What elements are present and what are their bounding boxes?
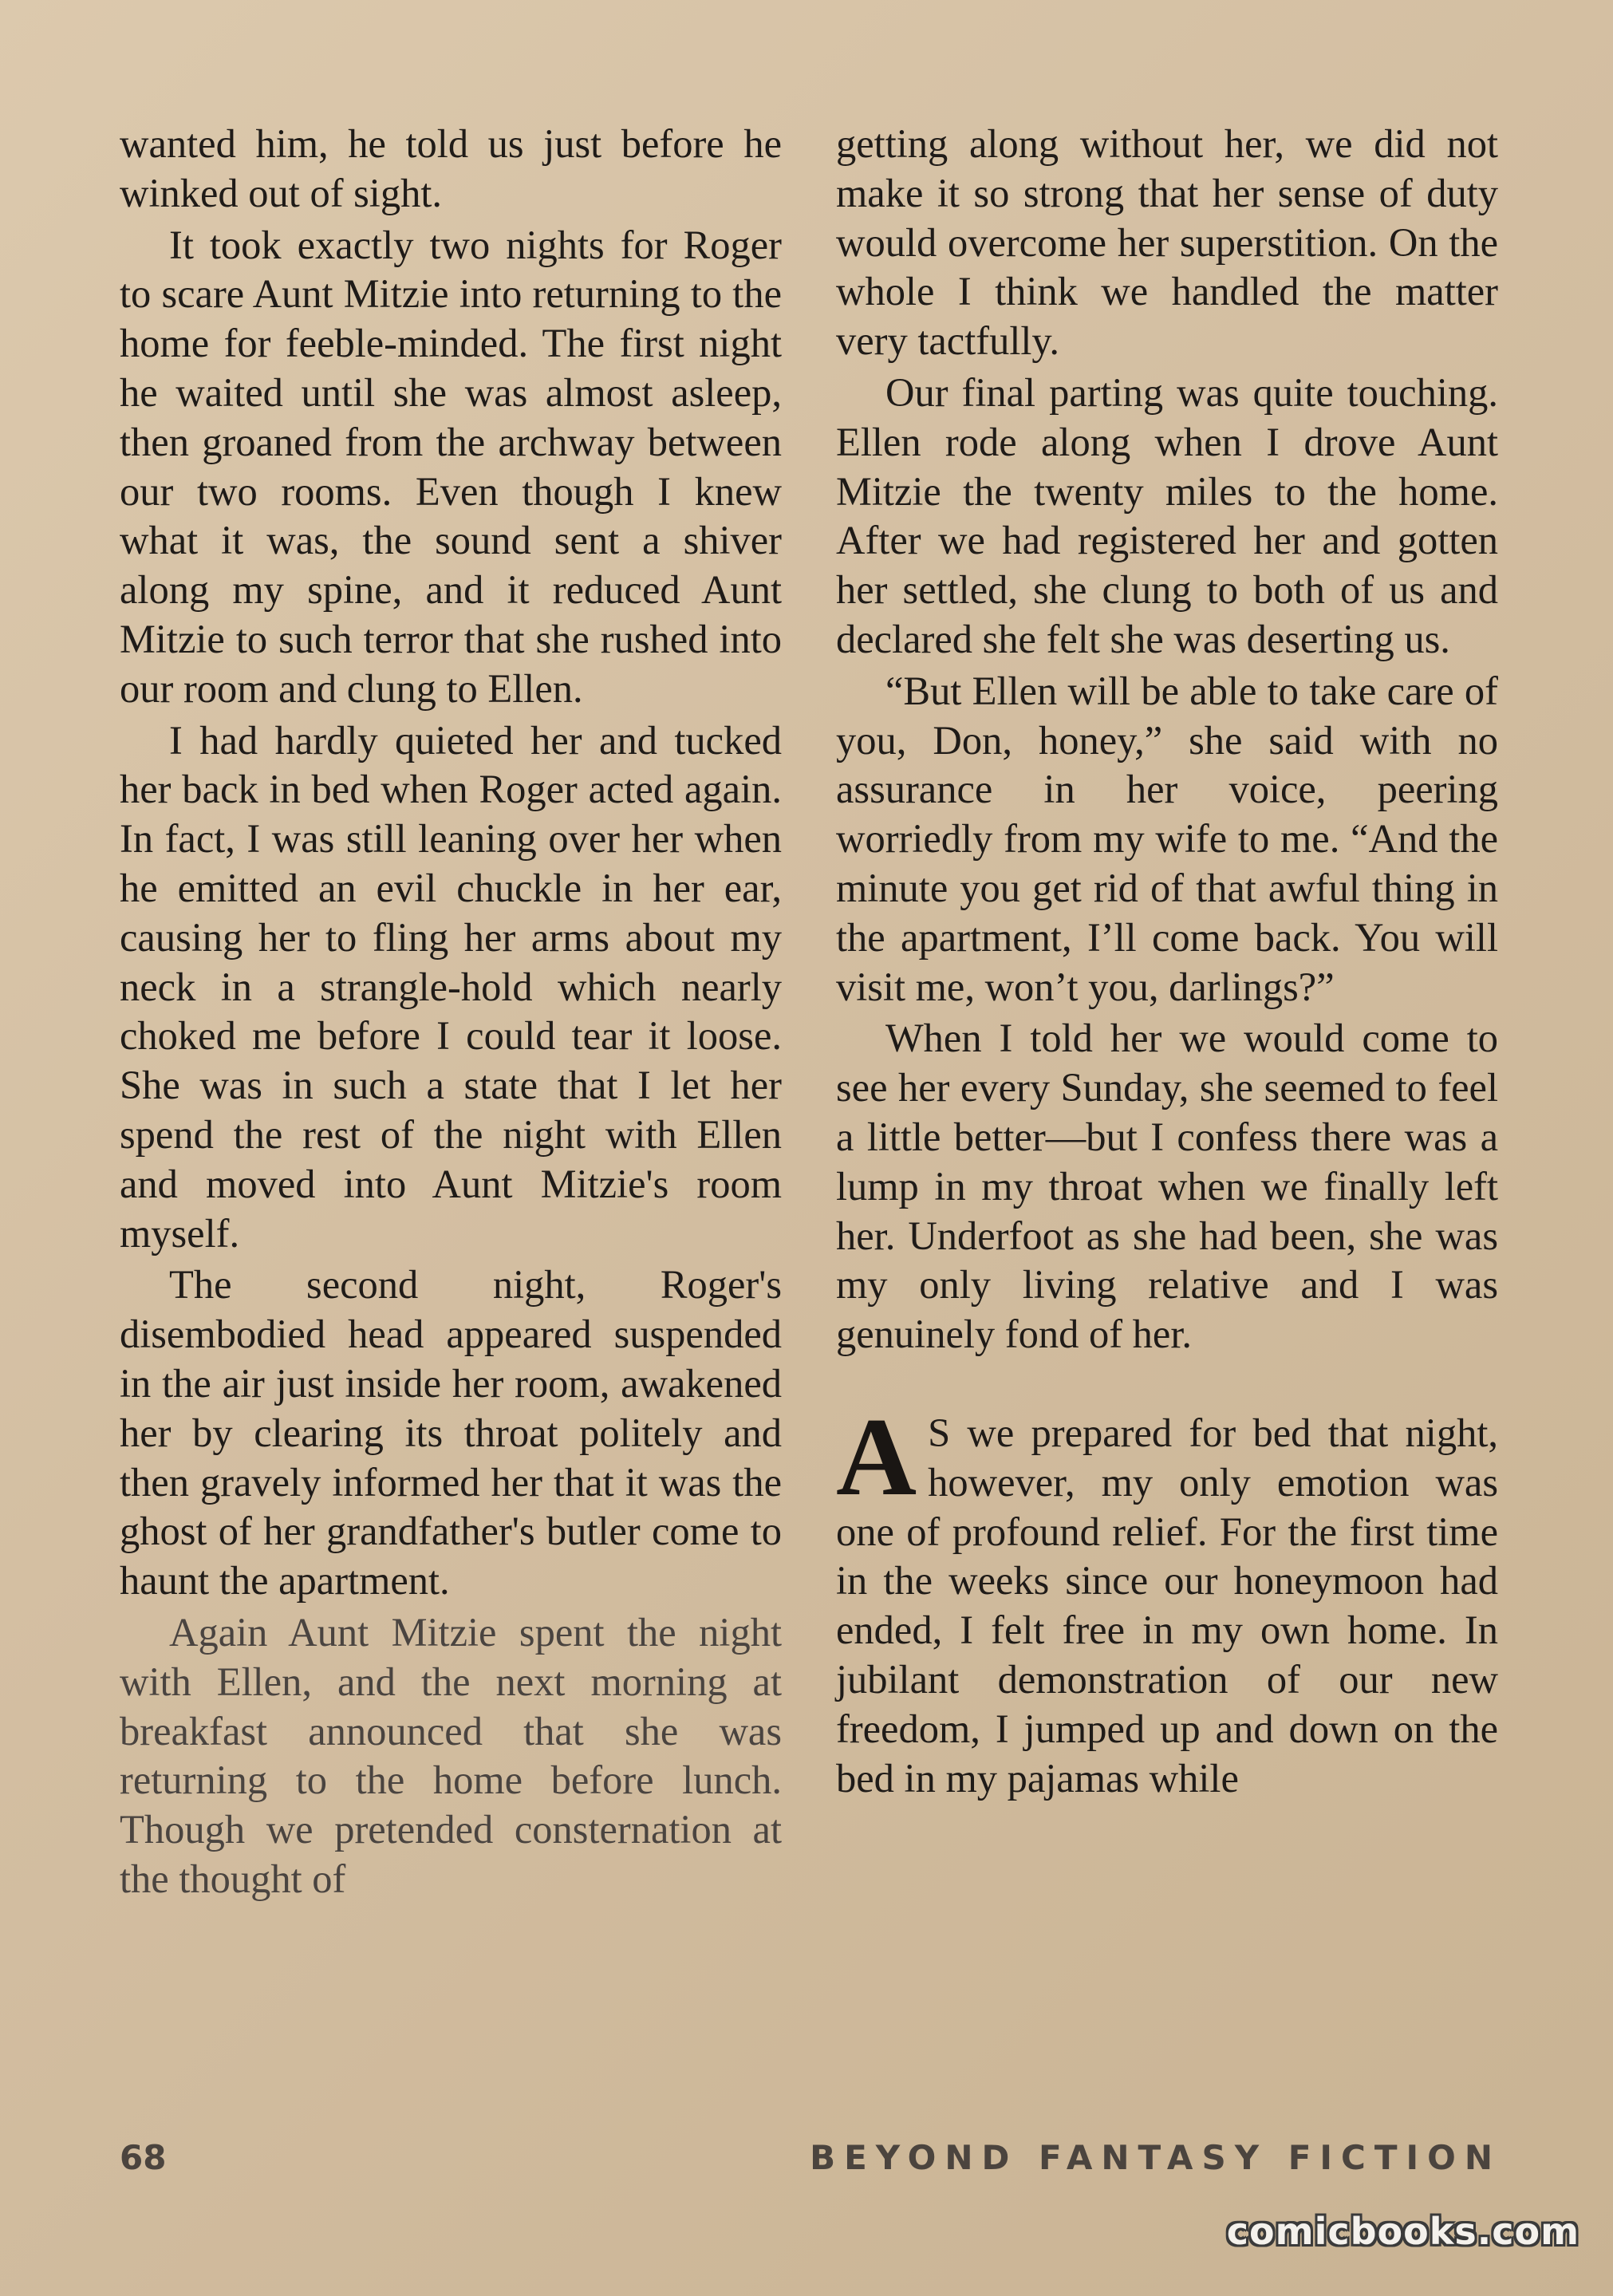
paragraph: “But Ellen will be able to take care of you, Don, honey,” she said with no assurance in her voice, peering worriedly from my wife to me. “And the minute you get rid of that awful thing in the apartment, I’ll come back. You will visit me, won’t you, darlings?” [836,668,1498,1009]
paragraph: wanted him, he told us just before he winked out of sight. [120,121,782,215]
right-text-column [836,120,1498,1805]
paragraph: getting along without her, we did not make it so strong that her sense of duty would overcome her superstition. On the whole I think we handled the matter very tactfully. [836,121,1498,364]
running-title: BEYOND FANTASY FICTION [810,2138,1501,2177]
paragraph: When I told her we would come to see her every Sunday, she seemed to feel a little better—but I confess there was a lump in my throat when we finally left her. Underfoot as she had been, she was my only living relative and I was genuinely fond of her. [836,1016,1498,1357]
paragraph: I had hardly quieted her and tucked her back in bed when Roger acted again. In fact, I was still leaning over her when he emitted an evil chuckle in her ear, causing her to fling her arms about my neck in a strangle-hold which nearly choked me before I could tear it loose. She was in such a state that I let her spend the rest of the night with Ellen and moved into Aunt Mitzie's room myself. [120,717,782,1256]
paragraph: It took exactly two nights for Roger to scare Aunt Mitzie into returning to the home for feeble-minded. The first night he waited until she was almost asleep, then groaned from the archway between our two rooms. Even though I knew what it was, the sound sent a shiver along my spine, and it reduced Aunt Mitzie to such terror that she rushed into our room and clung to Ellen. [120,222,782,711]
source-watermark: comicbooks.com [1226,2210,1579,2253]
paragraph: Again Aunt Mitzie spent the night with Ellen, and the next morning at breakfast announced that she was returning to the home before lunch. Though we pretended consternation at the thought of [120,1609,782,1901]
page-number: 68 [120,2138,167,2177]
section-opening-paragraph [836,1395,1498,1803]
paragraph: The second night, Roger's disembodied head appeared suspended in the air just inside her room, awakened her by clearing its throat politely and then gravely informed her that it was the ghost of her grandfather's butler come to haunt the apartment. [120,1262,782,1604]
paragraph: Our final parting was quite touching. Ellen rode along when I drove Aunt Mitzie the twenty miles to the home. After we had registered her and gotten her settled, she clung to both of us and declared she felt she was deserting us. [836,369,1498,661]
paragraph-text: S we prepared for bed that night, however, my only emotion was one of profound relief. For the first time in the weeks since our honeymoon had ended, I felt free in my own home. In jubilant demonstration of our new freedom, I jumped up and down on the bed in my pajamas while [836,1410,1498,1801]
left-text-column [120,120,782,1907]
page-footer [120,2138,1501,2186]
drop-cap: A [836,1395,917,1519]
